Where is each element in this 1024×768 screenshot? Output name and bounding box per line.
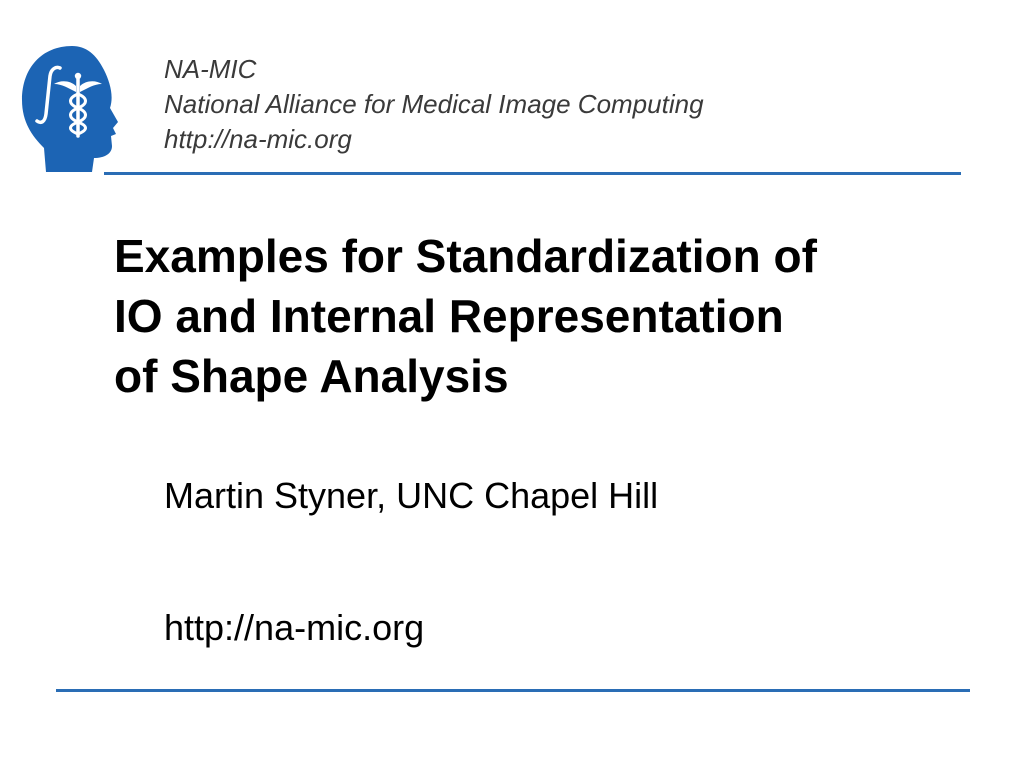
org-header <box>164 52 704 157</box>
header-divider <box>104 172 961 175</box>
footer-divider <box>56 689 970 692</box>
title-line: Examples for Standardization of <box>114 230 817 282</box>
org-short-name: NA-MIC <box>164 54 257 84</box>
title-line: of Shape Analysis <box>114 350 509 402</box>
na-mic-logo-icon <box>18 44 126 176</box>
title-line: IO and Internal Representation <box>114 290 784 342</box>
org-full-name: National Alliance for Medical Image Computing <box>164 89 704 119</box>
org-url[interactable]: http://na-mic.org <box>164 124 352 154</box>
author-line: Martin Styner, UNC Chapel Hill <box>164 475 659 516</box>
slide-title <box>114 226 974 406</box>
slide-url[interactable]: http://na-mic.org <box>164 607 425 648</box>
